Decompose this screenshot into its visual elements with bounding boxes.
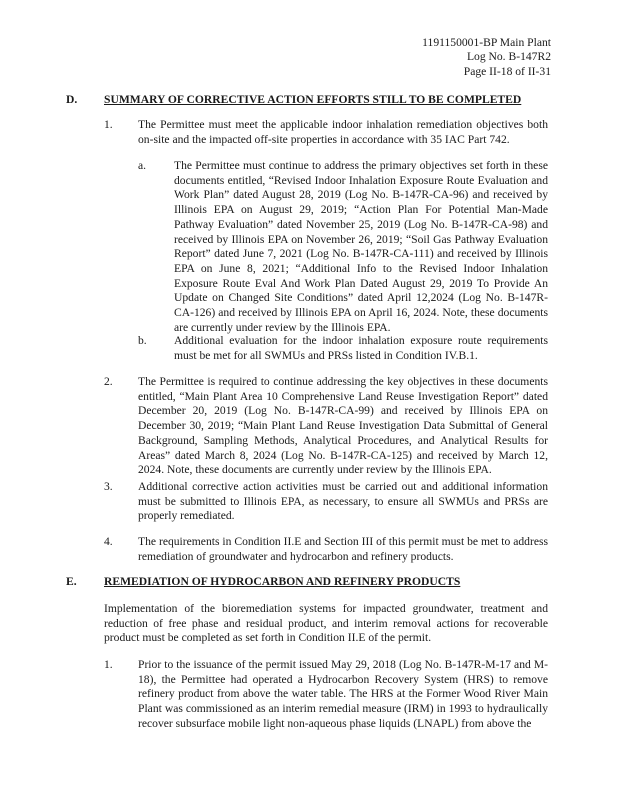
facility-id: 1191150001-BP Main Plant xyxy=(422,36,551,49)
section-d-letter: D. xyxy=(66,93,78,106)
subitem-text: Additional evaluation for the indoor inhalation exposure route requirements must be met for all SWMUs and PRSs listed in Condition IV.B.1. xyxy=(174,334,548,362)
item-number: 1. xyxy=(104,118,113,131)
section-d-title: SUMMARY OF CORRECTIVE ACTION EFFORTS STILL TO BE COMPLETED xyxy=(104,93,522,106)
subitem-text: The Permittee must continue to address the primary objectives set forth in these documents entitled, “Revised Indoor Inhalation Exposure Route Evaluation and Work Plan” dated August 28, 2019 (Log No. B-147R-CA-96) and received by Illinois EPA on August 29, 2019; “Action Plan For Potential Man-Made Pathway Evaluation” dated November 25, 2019 (Log No. B-147R-CA-98) and received by Illinois EPA on November 26, 2019; “Soil Gas Pathway Evaluation Report” dated June 7, 2021 (Log No. B-147R-CA-111) and received by Illinois EPA on June 8, 2021; “Additional Info to the Revised Indoor Inhalation Exposure Route Eval And Work Plan Dated August 29, 2019 To Provide An Update on Changed Site Conditions” dated April 12,2024 (Log No. B-147R-CA-126) and received by Illinois EPA on April 16, 2024. Note, these documents are currently under review by the Illinois EPA. xyxy=(174,159,548,334)
section-intro-text: Implementation of the bioremediation systems for impacted groundwater, treatment and reduction of free phase and residual product, and interim removal actions for recoverable product must be completed as set forth in Condition II.E of the permit. xyxy=(104,602,548,645)
page-number: Page II-18 of II-31 xyxy=(463,64,551,78)
item-number: 3. xyxy=(104,480,113,493)
section-e-title: REMEDIATION OF HYDROCARBON AND REFINERY PRODUCTS xyxy=(104,575,461,588)
section-e-letter: E. xyxy=(66,575,77,588)
item-text: Additional corrective action activities must be carried out and additional information must be submitted to Illinois EPA, as necessary, to ensure all SWMUs and PRSs are properly remediated. xyxy=(138,480,548,523)
item-text: Prior to the issuance of the permit issued May 29, 2018 (Log No. B-147R-M-17 and M-18), the Permittee had operated a Hydrocarbon Recovery System (HRS) to remove refinery product from above the water table. The HRS at the Former Wood River Main Plant was commissioned as an interim remedial measure (IRM) in 1993 to hydraulically recover subsurface mobile light non-aqueous phase liquids (LNAPL) from above the xyxy=(138,658,548,730)
item-text: The Permittee must meet the applicable indoor inhalation remediation objectives both on-site and the impacted off-site properties in accordance with 35 IAC Part 742. xyxy=(138,118,548,146)
item-text: The Permittee is required to continue addressing the key objectives in these documents entitled, “Main Plant Area 10 Comprehensive Land Reuse Investigation Report” dated December 20, 2019 (Log No. B-147R-CA-99) and received by Illinois EPA on December 30, 2019; “Main Plant Land Reuse Investigation Data Submittal of General Background, Sampling Methods, Analytical Procedures, and Analytical Results for Areas” dated March 8, 2024 (Log No. B-147R-CA-125) and received by March 12, 2024. Note, these documents are currently under review by the Illinois EPA. xyxy=(138,375,548,477)
subitem-number: a. xyxy=(138,159,147,172)
log-number: Log No. B-147R2 xyxy=(466,50,551,64)
item-number: 1. xyxy=(104,658,113,671)
page-header xyxy=(422,36,551,79)
item-number: 4. xyxy=(104,535,113,548)
item-text: The requirements in Condition II.E and Section III of this permit must be met to address remediation of groundwater and hydrocarbon and refinery products. xyxy=(138,535,548,563)
subitem-number: b. xyxy=(138,334,147,347)
item-number: 2. xyxy=(104,375,113,388)
